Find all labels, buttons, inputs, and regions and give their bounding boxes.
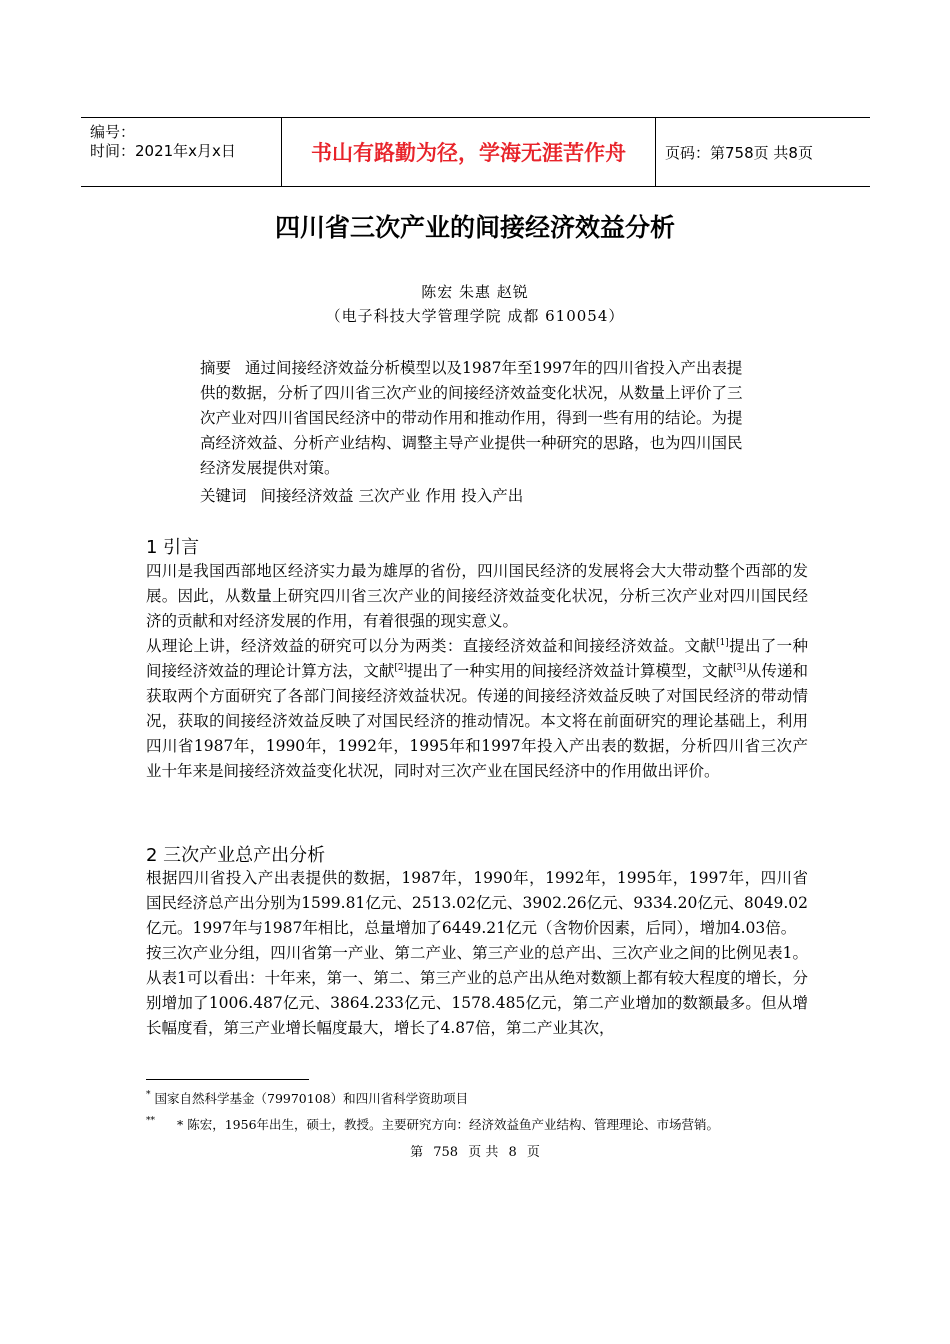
footnote-divider	[146, 1079, 309, 1080]
footnote-2: ** * 陈宏，1956年出生，硕士，教授。主要研究方向：经济效益鱼产业结构、管理理论、市场营销。	[146, 1116, 720, 1132]
abstract	[200, 356, 755, 481]
date-label: 时间：2021年x月x日	[90, 142, 236, 160]
abstract-text: 通过间接经济效益分析模型以及1987年至1997年的四川省投入产出表提供的数据，分析了四川省三次产业的间接经济效益变化状况，从数量上评价了三次产业对四川省国民经济中的带动作用和推动作用，得到一些有用的结论。为提高经济效益、分析产业结构、调整主导产业提供一种研究的思路，也为四川国民经济发展提供对策。	[200, 359, 743, 477]
keywords-label: 关键词	[200, 487, 247, 505]
abstract-label: 摘要	[200, 359, 232, 377]
section-2-body	[146, 866, 808, 1041]
number-label: 编号：	[90, 123, 136, 141]
page-footer: 第 758 页 共 8 页	[410, 1145, 540, 1160]
section-2-paragraph-2: 按三次产业分组，四川省第一产业、第二产业、第三产业的总产出、三次产业之间的比例见表1。从表1可以看出：十年来，第一、第二、第三产业的总产出从绝对数额上都有较大程度的增长，分别增加了1006.487亿元、3864.233亿元、1578.485亿元，第二产业增加的数额最多。但从增长幅度看，第三产业增长幅度最大，增长了4.87倍，第二产业其次，	[146, 944, 808, 1037]
section-2-heading: 2 三次产业总产出分析	[146, 845, 326, 866]
authors: 陈宏 朱惠 赵锐	[421, 283, 529, 301]
citation-3[interactable]: [3]	[733, 663, 746, 673]
section-1-paragraph-1: 四川是我国西部地区经济实力最为雄厚的省份，四川国民经济的发展将会大大带动整个西部的发展。因此，从数量上研究四川省三次产业的间接经济效益变化状况，分析三次产业对四川国民经济的贡献和对经济发展的作用，有着很强的现实意义。	[146, 562, 808, 630]
section-1-heading: 1 引言	[146, 537, 200, 558]
page-title: 四川省三次产业的间接经济效益分析	[274, 213, 675, 242]
header-table	[81, 117, 870, 187]
section-2-paragraph-1: 根据四川省投入产出表提供的数据，1987年，1990年，1992年，1995年，1997年，四川省国民经济总产出分别为1599.81亿元、2513.02亿元、3902.26亿元、9334.20亿元、8049.02亿元。1997年与1987年相比，总量增加了6449.21亿元（含物价因素，后同），增加4.03倍。	[146, 869, 808, 937]
keywords-text: 间接经济效益 三次产业 作用 投入产出	[260, 487, 524, 505]
section-1-body	[146, 559, 808, 784]
motto: 书山有路勤为径，学海无涯苦作舟	[281, 118, 656, 186]
footnote-1: * 国家自然科学基金（79970108）和四川省科学资助项目	[146, 1090, 469, 1106]
affiliation: （电子科技大学管理学院 成都 610054）	[325, 307, 625, 325]
citation-1[interactable]: [1]	[716, 638, 729, 648]
section-1-paragraph-2: 从理论上讲，经济效益的研究可以分为两类：直接经济效益和间接经济效益。文献[1]提出了一种间接经济效益的理论计算方法，文献[2]提出了一种实用的间接经济效益计算模型，文献[3]从传递和获取两个方面研究了各部门间接经济效益状况。传递的间接经济效益反映了对国民经济的带动情况，获取的间接经济效益反映了对国民经济的推动情况。本文将在前面研究的理论基础上，利用四川省1987年，1990年，1992年，1995年和1997年投入产出表的数据，分析四川省三次产业十年来是间接经济效益变化状况，同时对三次产业在国民经济中的作用做出评价。	[146, 637, 808, 780]
footnote-1-mark: *	[146, 1090, 151, 1100]
keywords	[200, 484, 800, 509]
footer-page-number: 758	[433, 1145, 459, 1160]
footer-total-pages: 8	[508, 1145, 517, 1160]
page-info: 页码：第758页 共8页	[665, 143, 813, 162]
citation-2[interactable]: [2]	[394, 663, 408, 673]
header-meta-cell	[81, 118, 281, 186]
footnote-2-mark: **	[146, 1116, 155, 1126]
